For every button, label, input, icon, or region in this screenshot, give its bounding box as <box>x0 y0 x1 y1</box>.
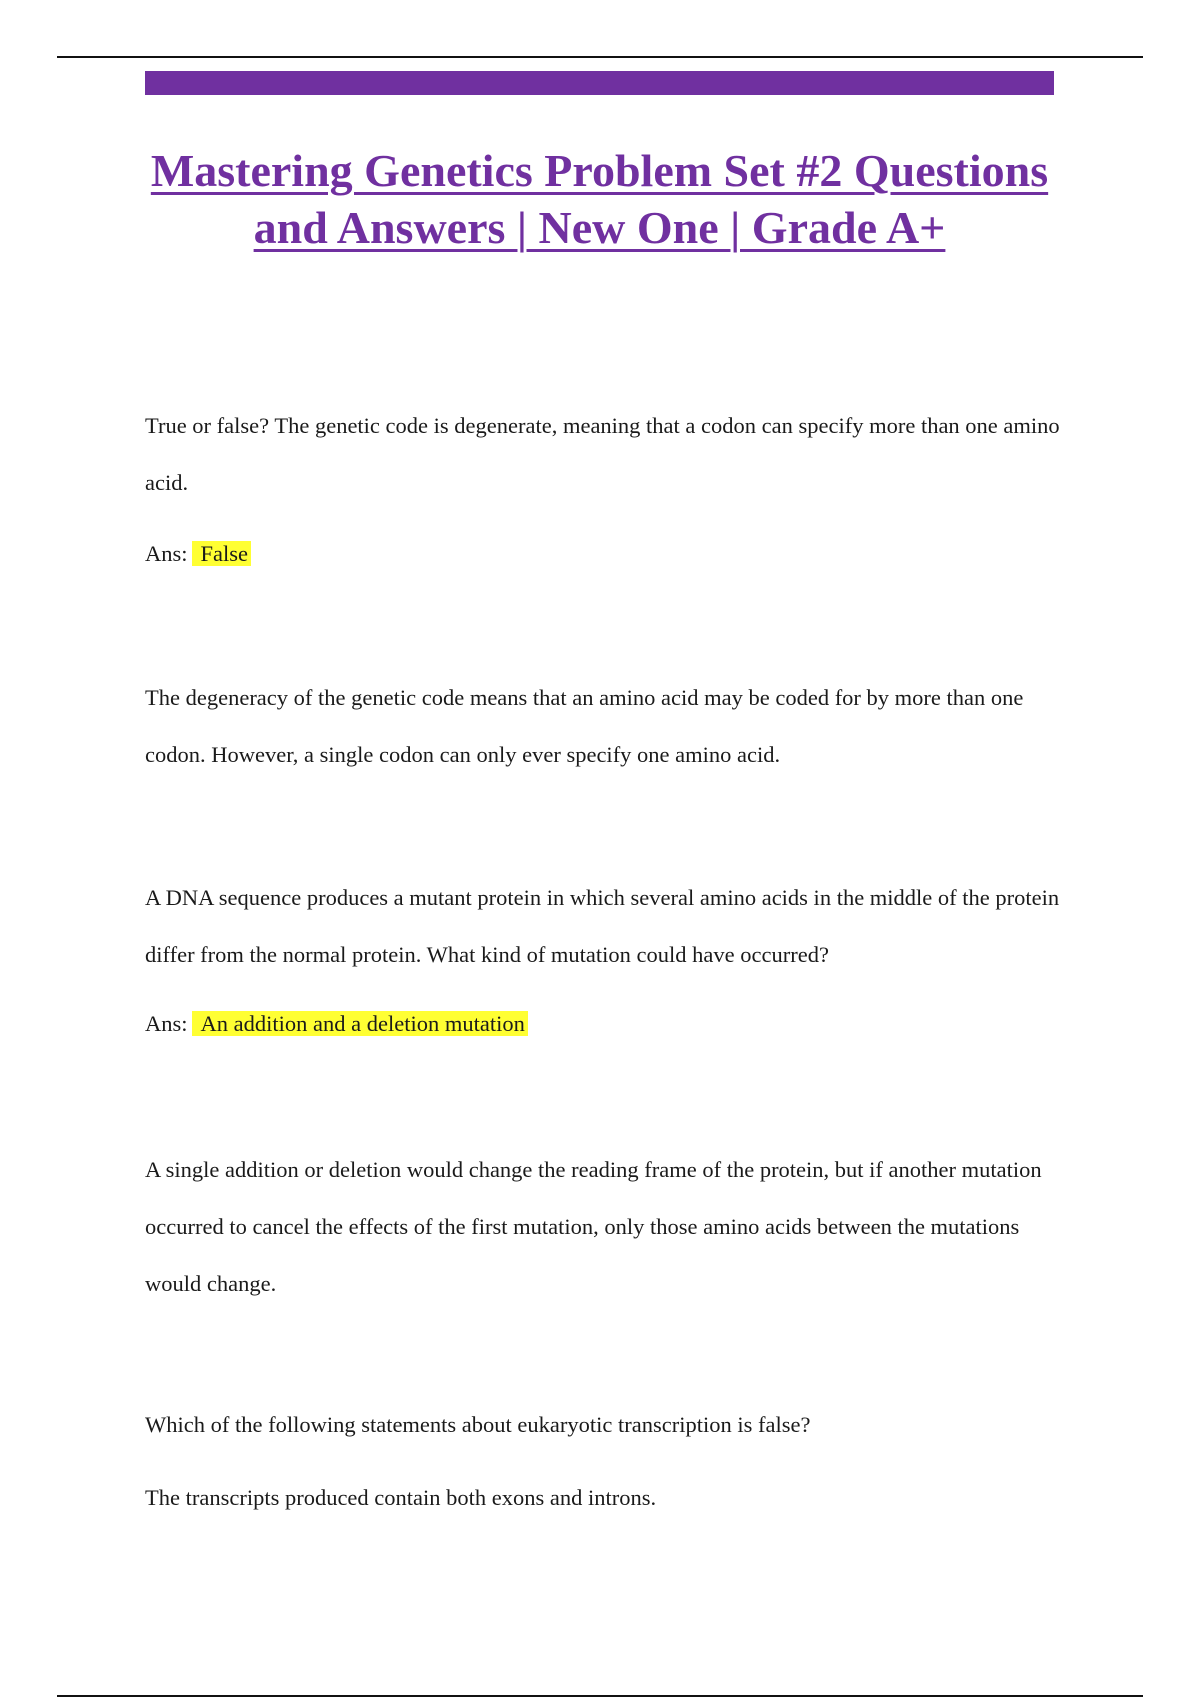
explanation-1: The degeneracy of the genetic code means that an amino acid may be coded for by more than one codon. However, a single codon can only ever specify one amino acid. <box>145 685 1024 767</box>
question-3-option: The transcripts produced contain both exons and introns. <box>145 1485 657 1510</box>
top-rule <box>57 56 1143 58</box>
document-title: Mastering Genetics Problem Set #2 Questions and Answers | New One | Grade A+ <box>150 145 1049 253</box>
question-3: Which of the following statements about eukaryotic transcription is false? <box>145 1412 811 1437</box>
bottom-rule <box>57 1695 1143 1697</box>
explanation-2: A single addition or deletion would change the reading frame of the protein, but if another mutation occurred to cancel the effects of the first mutation, only those amino acids between the mutations would change. <box>145 1157 1042 1296</box>
answer-2 <box>145 995 1065 1052</box>
answer-highlight: An addition and a deletion mutation <box>192 1011 528 1036</box>
header-accent-bar <box>145 71 1054 95</box>
answer-prefix: Ans: <box>145 541 188 566</box>
answer-prefix: Ans: <box>145 1011 188 1036</box>
question-1: True or false? The genetic code is degenerate, meaning that a codon can specify more than one amino acid. <box>145 413 1060 495</box>
question-2: A DNA sequence produces a mutant protein in which several amino acids in the middle of the protein differ from the normal protein. What kind of mutation could have occurred? <box>145 885 1060 967</box>
answer-1 <box>145 525 1065 582</box>
answer-highlight: False <box>192 541 252 566</box>
